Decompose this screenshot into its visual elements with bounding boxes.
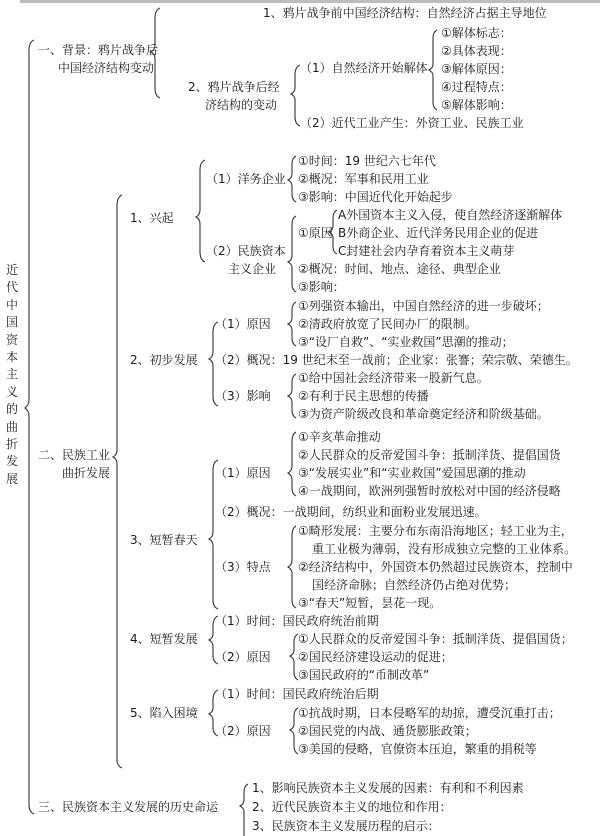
outline-text: 3、短暂春天	[130, 533, 198, 547]
outline-text: 1、兴起	[130, 211, 174, 225]
outline-text: ①抗战时期，日本侵略军的劫掠，遭受沉重打击；	[298, 706, 561, 720]
outline-text: 一、背景：鸦片战争后	[38, 43, 159, 57]
outline-text: （2）原因	[215, 724, 271, 738]
outline-text: ②国民经济建设运动的促进；	[298, 650, 453, 664]
outline-text: 4、短暂发展	[130, 632, 198, 646]
outline-text: ②经济结构中，外国资本仍然超过民族资本，控制中	[298, 560, 573, 574]
outline-text: 三、民族资本主义发展的历史命运	[38, 800, 219, 814]
outline-text: ②概况：军事和民用工业	[298, 172, 429, 186]
outline-text: （2）近代工业产生：外资工业、民族工业	[300, 116, 524, 130]
outline-text: 1、鸦片战争前中国经济结构：自然经济占据主导地位	[263, 6, 547, 20]
outline-text: 重工业极为薄弱，没有形成独立完整的工业体系。	[312, 542, 577, 556]
outline-text: ①辛亥革命推动	[298, 430, 381, 444]
outline-text: ③“春天”短暂，昙花一现。	[298, 596, 442, 610]
outline-text: ①时间：19 世纪六七年代	[298, 154, 436, 168]
main-bracket	[25, 40, 34, 814]
outline-text: ④一战期间，欧洲列强暂时放松对中国的经济侵略	[298, 484, 561, 498]
outline-text: ③美国的侵略，官僚资本压迫，繁重的捐税等	[298, 742, 537, 756]
outline-text: （1）时间：国民政府统治后期	[215, 687, 379, 701]
outline-text: ④过程特点：	[441, 80, 512, 94]
outline-text: ①人民群众的反帝爱国斗争：抵制洋货、提倡国货；	[298, 632, 573, 646]
outline-text: 主义企业	[228, 262, 277, 276]
outline-text: ③“设厂自救”、“实业救国”思潮的推动；	[298, 335, 514, 349]
outline-text: （3）特点	[215, 560, 271, 574]
outline-text: ③影响：中国近代化开始起步	[298, 190, 453, 204]
outline-text: ①给中国社会经济带来一股新气息。	[298, 371, 489, 385]
outline-text: ③解体原因：	[441, 62, 512, 76]
outline-text: 1、影响民族资本主义发展的因素：有利和不利因素	[252, 781, 524, 795]
outline-text: 2、近代民族资本主义的地位和作用：	[252, 800, 452, 814]
outline-text: （1）洋务企业	[206, 172, 286, 186]
outline-text: 2、初步发展	[130, 353, 198, 367]
outline-text: ②有利于民主思想的传播	[298, 389, 429, 403]
outline-text: 2、鸦片战争后经	[188, 80, 280, 94]
outline-text: A外国资本主义入侵，使自然经济逐渐解体	[338, 208, 563, 222]
outline-text: （1）原因	[215, 317, 271, 331]
outline-text: ①原因	[298, 226, 333, 240]
outline-text: C封建社会内孕育着资本主义萌芽	[338, 244, 515, 258]
outline-text: ①畸形发展：主要分布东南沿海地区；轻工业为主，	[298, 524, 573, 538]
outline-text: 二、民族工业	[38, 448, 111, 462]
outline-text: ②具体表现：	[441, 44, 512, 58]
outline-text: 国经济命脉；自然经济仍占绝对优势；	[312, 578, 517, 592]
outline-text: 3、民族资本主义发展历程的启示：	[252, 819, 440, 833]
outline-text: （3）影响	[215, 389, 271, 403]
outline-text: ⑤解体影响：	[441, 98, 512, 112]
outline-text: （2）概况：一战期间，纺织业和面粉业发展迅速。	[215, 505, 487, 519]
outline-text: ②清政府放宽了民间办厂的限制。	[298, 317, 477, 331]
outline-text: ②概况：时间、地点、途径、典型企业	[298, 262, 501, 276]
outline-text: ③为资产阶级改良和革命奠定经济和阶级基础。	[298, 407, 549, 421]
outline-text: 曲折发展	[62, 466, 111, 480]
outline-text: ①解体标志：	[441, 26, 512, 40]
outline-text: （1）自然经济开始解体	[300, 61, 428, 75]
outline-text: （1）原因	[215, 466, 271, 480]
outline-text: 中国经济结构变动	[58, 61, 155, 75]
outline-text: ③影响：	[298, 280, 345, 294]
outline-text: （2）概况：19 世纪末至一战前；企业家：张謇；荣宗敬、荣德生。	[215, 353, 578, 367]
outline-text: B外商企业、近代洋务民用企业的促进	[338, 226, 539, 240]
top-border	[20, 0, 600, 3]
outline-text: 5、陷入困境	[130, 706, 198, 720]
outline-text: 济结构的变动	[205, 98, 278, 112]
outline-text: ③国民政府的“币制改革”	[298, 668, 430, 682]
outline-text: （2）原因	[215, 650, 271, 664]
outline-text: ③“发展实业”和“实业救国”爱国思潮的推动	[298, 466, 526, 480]
outline-text: ②人民群众的反帝爱国斗争：抵制洋货、提倡国货	[298, 448, 561, 462]
outline-text: ②国民党的内战、通货膨胀政策；	[298, 724, 477, 738]
outline-text: ①列强资本输出，中国自然经济的进一步破坏；	[298, 299, 549, 313]
outline-text: （1）时间：国民政府统治前期	[215, 614, 379, 628]
vertical-title: 近代中国资本主义的曲折发展	[5, 263, 18, 486]
outline-text: （2）民族资本	[206, 244, 286, 258]
